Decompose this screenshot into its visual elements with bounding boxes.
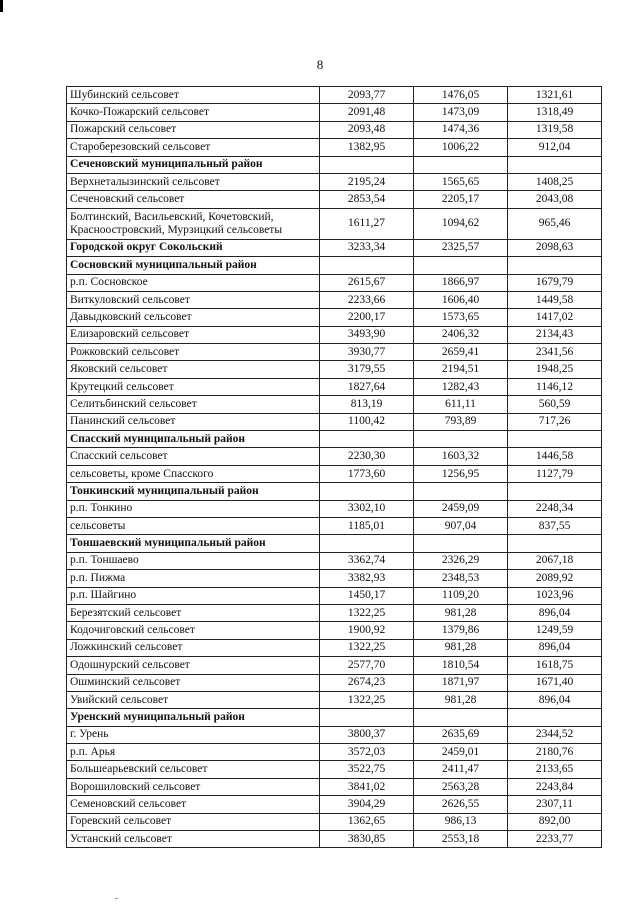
cell-value-1: 3800,37 <box>320 726 414 743</box>
cell-value-1 <box>320 156 414 173</box>
cell-value-1: 2200,17 <box>320 309 414 326</box>
cell-value-3: 1318,49 <box>508 104 602 121</box>
cell-value-3: 2307,11 <box>508 796 602 813</box>
cell-name: Семеновский сельсовет <box>67 796 320 813</box>
cell-value-1: 1322,25 <box>320 691 414 708</box>
cell-value-2: 1476,05 <box>414 87 508 104</box>
cell-value-1: 2577,70 <box>320 657 414 674</box>
table-row <box>67 587 602 604</box>
cell-value-3: 837,55 <box>508 517 602 534</box>
cell-value-2: 1473,09 <box>414 104 508 121</box>
cell-name: г. Урень <box>67 726 320 743</box>
cell-name: р.п. Сосновское <box>67 274 320 291</box>
cell-value-1 <box>320 709 414 726</box>
cell-value-3: 2089,92 <box>508 570 602 587</box>
cell-value-2: 1256,95 <box>414 465 508 482</box>
cell-value-2: 2553,18 <box>414 831 508 848</box>
cell-value-2: 2626,55 <box>414 796 508 813</box>
cell-value-1: 3179,55 <box>320 361 414 378</box>
cell-name: Сеченовский сельсовет <box>67 191 320 208</box>
section-header-row <box>67 257 602 274</box>
cell-value-1: 3233,34 <box>320 239 414 256</box>
section-header-row <box>67 431 602 448</box>
table-row <box>67 87 602 104</box>
cell-value-2: 1006,22 <box>414 139 508 156</box>
cell-value-3: 2133,65 <box>508 761 602 778</box>
cell-name: Городской округ Сокольский <box>67 239 320 256</box>
cell-name: Рожковский сельсовет <box>67 344 320 361</box>
cell-name: Устанский сельсовет <box>67 831 320 848</box>
cell-name: Крутецкий сельсовет <box>67 378 320 395</box>
page-number: 8 <box>316 57 324 72</box>
cell-value-3: 2098,63 <box>508 239 602 256</box>
cell-value-2: 2406,32 <box>414 326 508 343</box>
cell-value-1: 2230,30 <box>320 448 414 465</box>
table-row <box>67 761 602 778</box>
cell-name: сельсоветы, кроме Спасского <box>67 465 320 482</box>
cell-name: Виткуловский сельсовет <box>67 291 320 308</box>
cell-value-2: 2205,17 <box>414 191 508 208</box>
cell-name: Тонкинский муниципальный район <box>67 483 320 500</box>
cell-value-2: 793,89 <box>414 413 508 430</box>
table-row <box>67 604 602 621</box>
scan-edge-mark <box>0 0 3 12</box>
section-header-row <box>67 709 602 726</box>
cell-name: Березятский сельсовет <box>67 604 320 621</box>
cell-value-3: 1249,59 <box>508 622 602 639</box>
cell-value-3: 896,04 <box>508 639 602 656</box>
table-row <box>67 344 602 361</box>
cell-value-3 <box>508 535 602 552</box>
table-row <box>67 139 602 156</box>
cell-value-3: 896,04 <box>508 604 602 621</box>
cell-value-3: 1449,58 <box>508 291 602 308</box>
table-row <box>67 639 602 656</box>
cell-value-1: 3830,85 <box>320 831 414 848</box>
cell-value-2: 1603,32 <box>414 448 508 465</box>
cell-value-2 <box>414 709 508 726</box>
table-row <box>67 831 602 848</box>
table-row <box>67 744 602 761</box>
cell-value-3: 1319,58 <box>508 121 602 138</box>
cell-name: Кодочиговский сельсовет <box>67 622 320 639</box>
cell-value-2: 2326,29 <box>414 552 508 569</box>
cell-value-2: 1282,43 <box>414 378 508 395</box>
cell-value-1: 3302,10 <box>320 500 414 517</box>
cell-value-1 <box>320 483 414 500</box>
cell-value-1: 3522,75 <box>320 761 414 778</box>
table-row <box>67 657 602 674</box>
cell-name: Кочко-Пожарский сельсовет <box>67 104 320 121</box>
cell-value-1: 3841,02 <box>320 778 414 795</box>
table-row <box>67 191 602 208</box>
tariff-table <box>66 86 602 848</box>
cell-name: Староберезовский сельсовет <box>67 139 320 156</box>
cell-value-2: 2563,28 <box>414 778 508 795</box>
cell-value-2: 1379,86 <box>414 622 508 639</box>
cell-name: Сосновский муниципальный район <box>67 257 320 274</box>
table-row <box>67 726 602 743</box>
cell-value-3: 1446,58 <box>508 448 602 465</box>
cell-name: Сеченовский муниципальный район <box>67 156 320 173</box>
cell-value-3: 717,26 <box>508 413 602 430</box>
table-row <box>67 448 602 465</box>
cell-value-3: 2180,76 <box>508 744 602 761</box>
table-row <box>67 813 602 830</box>
cell-name: Давыдковский сельсовет <box>67 309 320 326</box>
table-row <box>67 517 602 534</box>
cell-value-1: 3362,74 <box>320 552 414 569</box>
cell-value-2: 611,11 <box>414 396 508 413</box>
cell-value-3: 2243,84 <box>508 778 602 795</box>
cell-name: Селитьбинский сельсовет <box>67 396 320 413</box>
cell-value-3: 896,04 <box>508 691 602 708</box>
cell-name: Пожарский сельсовет <box>67 121 320 138</box>
cell-value-3: 1618,75 <box>508 657 602 674</box>
cell-value-1: 2195,24 <box>320 173 414 190</box>
cell-name: Большеарьевский сельсовет <box>67 761 320 778</box>
cell-value-3: 2344,52 <box>508 726 602 743</box>
cell-name: Ложкинский сельсовет <box>67 639 320 656</box>
cell-value-2: 1810,54 <box>414 657 508 674</box>
table-row <box>67 691 602 708</box>
cell-value-2: 2348,53 <box>414 570 508 587</box>
cell-value-2: 1474,36 <box>414 121 508 138</box>
cell-name: Спасский сельсовет <box>67 448 320 465</box>
cell-value-3: 912,04 <box>508 139 602 156</box>
table-row <box>67 674 602 691</box>
table-row <box>67 291 602 308</box>
section-header-row <box>67 483 602 500</box>
cell-value-1: 3930,77 <box>320 344 414 361</box>
cell-value-2: 1871,97 <box>414 674 508 691</box>
table-row <box>67 309 602 326</box>
cell-value-3 <box>508 431 602 448</box>
cell-value-3: 560,59 <box>508 396 602 413</box>
cell-value-1: 2091,48 <box>320 104 414 121</box>
cell-value-1: 2615,67 <box>320 274 414 291</box>
cell-value-1: 2853,54 <box>320 191 414 208</box>
cell-value-2: 2659,41 <box>414 344 508 361</box>
cell-name: Тоншаевский муниципальный район <box>67 535 320 552</box>
table-row <box>67 208 602 239</box>
cell-value-3: 1408,25 <box>508 173 602 190</box>
table-row <box>67 570 602 587</box>
cell-name: Яковский сельсовет <box>67 361 320 378</box>
cell-value-3: 1671,40 <box>508 674 602 691</box>
section-header-row <box>67 239 602 256</box>
cell-value-3: 1146,12 <box>508 378 602 395</box>
cell-name: р.п. Арья <box>67 744 320 761</box>
cell-name: Панинский сельсовет <box>67 413 320 430</box>
table-row <box>67 104 602 121</box>
cell-value-1: 813,19 <box>320 396 414 413</box>
cell-value-3: 1948,25 <box>508 361 602 378</box>
cell-value-2: 2459,09 <box>414 500 508 517</box>
cell-name: р.п. Пижма <box>67 570 320 587</box>
cell-value-1: 3904,29 <box>320 796 414 813</box>
cell-value-3: 2341,56 <box>508 344 602 361</box>
cell-name: Уренский муниципальный район <box>67 709 320 726</box>
cell-value-3: 2248,34 <box>508 500 602 517</box>
table-row <box>67 378 602 395</box>
cell-name: Шубинский сельсовет <box>67 87 320 104</box>
cell-value-3 <box>508 483 602 500</box>
cell-value-1 <box>320 431 414 448</box>
cell-value-2: 1565,65 <box>414 173 508 190</box>
cell-value-2: 2459,01 <box>414 744 508 761</box>
cell-value-3: 2134,43 <box>508 326 602 343</box>
cell-value-1: 1322,25 <box>320 639 414 656</box>
table-row <box>67 413 602 430</box>
cell-value-3: 1679,79 <box>508 274 602 291</box>
table-row <box>67 326 602 343</box>
cell-value-1: 2093,77 <box>320 87 414 104</box>
cell-value-1: 2093,48 <box>320 121 414 138</box>
cell-value-2: 1606,40 <box>414 291 508 308</box>
cell-value-2: 907,04 <box>414 517 508 534</box>
cell-name: Спасский муниципальный район <box>67 431 320 448</box>
cell-value-2: 2635,69 <box>414 726 508 743</box>
table-row <box>67 396 602 413</box>
cell-value-3 <box>508 257 602 274</box>
cell-value-1: 3493,90 <box>320 326 414 343</box>
table-row <box>67 465 602 482</box>
cell-value-1: 1322,25 <box>320 604 414 621</box>
cell-name: Горевский сельсовет <box>67 813 320 830</box>
cell-value-3: 892,00 <box>508 813 602 830</box>
table-row <box>67 173 602 190</box>
cell-value-2: 2411,47 <box>414 761 508 778</box>
cell-value-2: 2194,51 <box>414 361 508 378</box>
cell-value-1: 2674,23 <box>320 674 414 691</box>
cell-value-1: 1100,42 <box>320 413 414 430</box>
table-row <box>67 778 602 795</box>
cell-value-2: 2325,57 <box>414 239 508 256</box>
table-row <box>67 121 602 138</box>
cell-value-2: 981,28 <box>414 691 508 708</box>
cell-value-1: 2233,66 <box>320 291 414 308</box>
cell-value-1 <box>320 535 414 552</box>
cell-name: Увийский сельсовет <box>67 691 320 708</box>
cell-value-2: 981,28 <box>414 639 508 656</box>
cell-value-2: 981,28 <box>414 604 508 621</box>
section-header-row <box>67 535 602 552</box>
cell-value-3: 1023,96 <box>508 587 602 604</box>
cell-name: Верхнеталызинский сельсовет <box>67 173 320 190</box>
cell-name: сельсоветы <box>67 517 320 534</box>
cell-value-3 <box>508 156 602 173</box>
cell-name: Ошминский сельсовет <box>67 674 320 691</box>
section-header-row <box>67 156 602 173</box>
cell-value-3: 965,46 <box>508 208 602 239</box>
cell-value-3: 2067,18 <box>508 552 602 569</box>
cell-value-2 <box>414 535 508 552</box>
cell-value-1: 3572,03 <box>320 744 414 761</box>
cell-value-1: 1611,27 <box>320 208 414 239</box>
cell-name: р.п. Шайгино <box>67 587 320 604</box>
cell-name: Болтинский, Васильевский, Кочетовский, Красноостровский, Мурзицкий сельсоветы <box>67 208 320 239</box>
cell-value-2 <box>414 257 508 274</box>
cell-value-1: 1362,65 <box>320 813 414 830</box>
cell-value-2 <box>414 483 508 500</box>
scan-speck <box>115 898 118 899</box>
table-row <box>67 552 602 569</box>
cell-value-1: 1185,01 <box>320 517 414 534</box>
cell-value-1: 3382,93 <box>320 570 414 587</box>
table-body <box>67 87 602 848</box>
cell-value-1: 1773,60 <box>320 465 414 482</box>
cell-name: Ворошиловский сельсовет <box>67 778 320 795</box>
cell-value-1: 1827,64 <box>320 378 414 395</box>
cell-value-3 <box>508 709 602 726</box>
cell-value-2: 1573,65 <box>414 309 508 326</box>
table-row <box>67 361 602 378</box>
cell-value-3: 1321,61 <box>508 87 602 104</box>
cell-value-3: 1127,79 <box>508 465 602 482</box>
cell-name: Елизаровский сельсовет <box>67 326 320 343</box>
cell-value-3: 2043,08 <box>508 191 602 208</box>
cell-value-2 <box>414 156 508 173</box>
cell-value-2: 1094,62 <box>414 208 508 239</box>
cell-value-1: 1382,95 <box>320 139 414 156</box>
cell-name: Одошнурский сельсовет <box>67 657 320 674</box>
cell-value-3: 1417,02 <box>508 309 602 326</box>
cell-value-2 <box>414 431 508 448</box>
cell-value-1: 1450,17 <box>320 587 414 604</box>
cell-value-3: 2233,77 <box>508 831 602 848</box>
cell-value-2: 986,13 <box>414 813 508 830</box>
cell-value-2: 1866,97 <box>414 274 508 291</box>
table-row <box>67 622 602 639</box>
cell-name: р.п. Тонкино <box>67 500 320 517</box>
table-row <box>67 796 602 813</box>
cell-value-1: 1900,92 <box>320 622 414 639</box>
table-row <box>67 274 602 291</box>
table-row <box>67 500 602 517</box>
cell-value-2: 1109,20 <box>414 587 508 604</box>
cell-name: р.п. Тоншаево <box>67 552 320 569</box>
cell-value-1 <box>320 257 414 274</box>
